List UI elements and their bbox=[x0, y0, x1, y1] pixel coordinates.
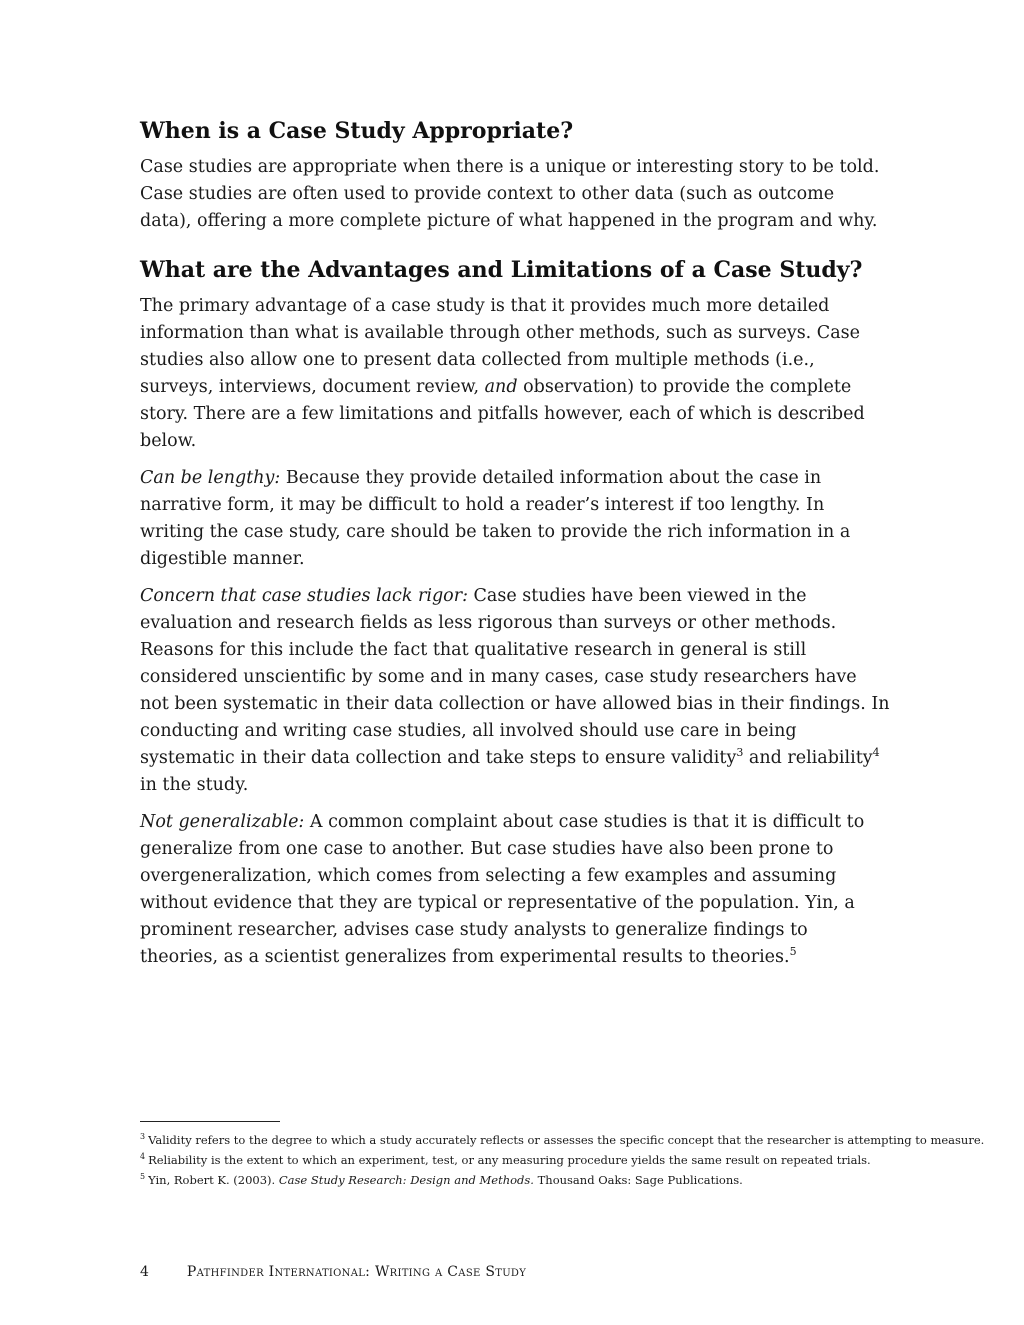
rigor-text-2: and reliability bbox=[743, 748, 873, 768]
footnote-text: Validity refers to the degree to which a study accurately reflects or assesses the specific concept that the researcher is attempting to measure. bbox=[148, 1133, 985, 1147]
footnote-book-title: Case Study Research: Design and Methods. bbox=[278, 1173, 534, 1187]
section-heading-appropriate: When is a Case Study Appropriate? bbox=[140, 118, 574, 144]
intro-emphasis: and bbox=[484, 377, 518, 397]
footnote-text: Reliability is the extent to which an experiment, test, or any measuring procedure yields the same result on repeated trials. bbox=[148, 1153, 871, 1167]
generalizable-lead: Not generalizable: bbox=[140, 812, 305, 832]
running-title: Pathfinder International: Writing a Case Study bbox=[186, 1264, 527, 1280]
intro-text-after: observation) to provide the complete story. There are a few limitations and pitfalls however, each of which is described below. bbox=[140, 377, 865, 451]
intro-text-before: The primary advantage of a case study is that it provides much more detailed information than what is available through other methods, such as surveys. Case studies also allow one to present data collected from multiple methods (i.e., surveys, interviews, document review, bbox=[140, 296, 860, 397]
footnote-divider bbox=[140, 1121, 280, 1122]
rigor-text-3: in the study. bbox=[140, 775, 249, 795]
footnote-3 bbox=[140, 1130, 985, 1150]
section-heading-advantages: What are the Advantages and Limitations of a Case Study? bbox=[140, 257, 863, 283]
advantages-intro-paragraph bbox=[140, 293, 890, 455]
page-footer bbox=[140, 1262, 526, 1282]
generalizable-paragraph bbox=[140, 809, 890, 971]
footnotes bbox=[140, 1121, 985, 1190]
footnote-number: 3 bbox=[140, 1132, 146, 1142]
footnote-text-after: Thousand Oaks: Sage Publications. bbox=[533, 1173, 743, 1187]
footnote-ref-3[interactable]: 3 bbox=[736, 746, 744, 760]
page-number: 4 bbox=[140, 1264, 149, 1280]
footnote-5 bbox=[140, 1170, 900, 1190]
rigor-paragraph bbox=[140, 583, 890, 799]
footnote-number: 5 bbox=[140, 1172, 146, 1182]
footnote-text-before: Yin, Robert K. (2003). bbox=[148, 1173, 279, 1187]
lengthy-paragraph bbox=[140, 465, 890, 573]
rigor-text-1: Case studies have been viewed in the evaluation and research fields as less rigorous than surveys or other methods. Reasons for this include the fact that qualitative research in general is still considered unscientific by some and in many cases, case study researchers have not been systematic in their data collection or have allowed bias in their findings. In conducting and writing case studies, all involved should use care in being systematic in their data collection and take steps to ensure validity bbox=[140, 586, 890, 768]
footnote-ref-5[interactable]: 5 bbox=[789, 945, 797, 959]
footnote-ref-4[interactable]: 4 bbox=[872, 746, 880, 760]
appropriate-paragraph: Case studies are appropriate when there is a unique or interesting story to be told. Case studies are often used to provide context to other data (such as outcome data), offering a more complete picture of what happened in the program and why. bbox=[140, 157, 880, 231]
lengthy-text: Because they provide detailed information about the case in narrative form, it may be difficult to hold a reader’s interest if too lengthy. In writing the case study, care should be taken to provide the rich information in a digestible manner. bbox=[140, 468, 851, 569]
generalizable-text: A common complaint about case studies is that it is difficult to generalize from one case to another. But case studies have also been prone to overgeneralization, which comes from selecting a few examples and assuming without evidence that they are typical or representative of the population. Yin, a prominent researcher, advises case study analysts to generalize findings to theories, as a scientist generalizes from experimental results to theories. bbox=[140, 812, 865, 967]
page-body bbox=[140, 116, 890, 981]
footnote-number: 4 bbox=[140, 1152, 146, 1162]
rigor-lead: Concern that case studies lack rigor: bbox=[140, 586, 468, 606]
lengthy-lead: Can be lengthy: bbox=[140, 468, 281, 488]
footnote-4 bbox=[140, 1150, 900, 1170]
